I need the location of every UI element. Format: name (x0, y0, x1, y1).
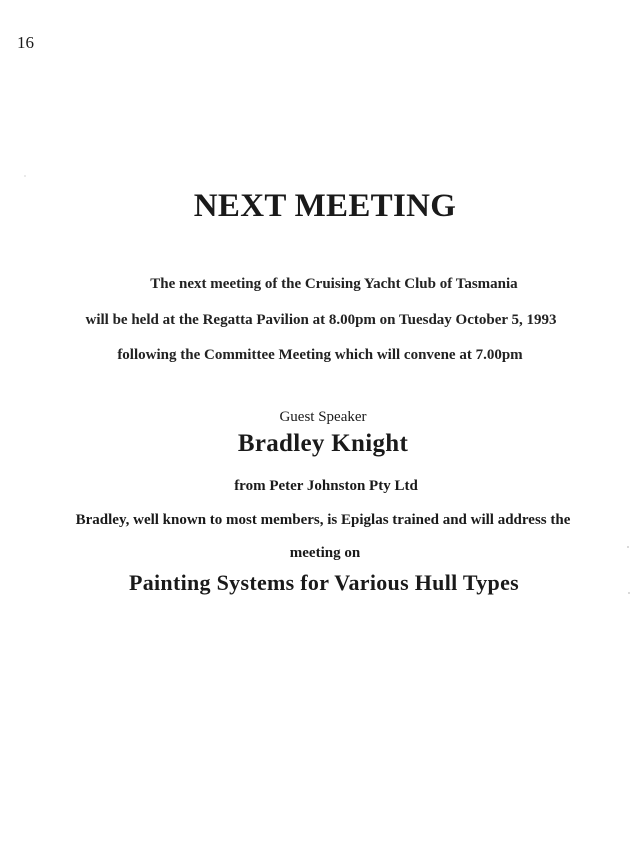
page-title: NEXT MEETING (193, 188, 457, 224)
guest-speaker-label: Guest Speaker (279, 409, 367, 425)
speaker-name: Bradley Knight (237, 430, 409, 457)
speaker-company: from Peter Johnston Pty Ltd (234, 478, 418, 494)
description-line: Bradley, well known to most members, is Epiglas trained and will address the (75, 512, 571, 528)
description-line: meeting on (289, 545, 361, 561)
page-number: 16 (17, 33, 34, 52)
intro-line: following the Committee Meeting which will convene at 7.00pm (117, 347, 523, 363)
intro-line: will be held at the Regatta Pavilion at 8.00pm on Tuesday October 5, 1993 (85, 312, 557, 328)
scan-speck (628, 592, 630, 594)
intro-line: The next meeting of the Cruising Yacht Club of Tasmania (150, 276, 518, 292)
talk-topic: Painting Systems for Various Hull Types (128, 570, 520, 595)
scan-speck (627, 546, 629, 548)
scan-speck (24, 175, 26, 177)
